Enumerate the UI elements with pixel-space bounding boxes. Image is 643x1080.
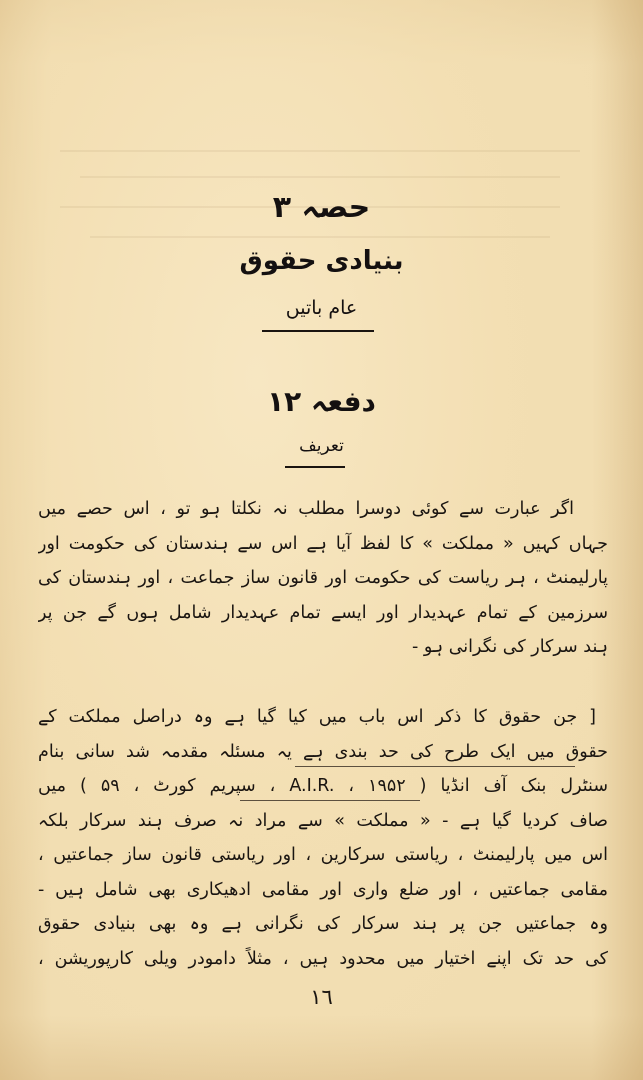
text-line: اس میں پارلیمنٹ ، ریاستی سرکارین ، اور ریاستی قانون ساز جماعتیں ، <box>38 845 608 865</box>
text-line: صاف کردیا گیا ہے - « مملکت » سے مراد نہ صرف ہند سرکار بلکہ <box>38 810 608 831</box>
text-line: ہند سرکار کی نگرانی ہو - <box>411 637 608 657</box>
bleed-through-line <box>80 176 560 178</box>
section-heading: دفعہ ۱۲ <box>267 385 376 418</box>
text-line: اگر عبارت سے کوئی دوسرا مطلب نہ نکلتا ہو تو ، اس حصے میں <box>38 499 574 519</box>
bleed-through-line <box>60 150 580 152</box>
part-heading: حصہ ۳ <box>272 190 371 225</box>
part-title: بنیادی حقوق <box>239 246 404 276</box>
paragraph-definition <box>38 492 608 665</box>
text-line: سرزمین کے تمام عہدیدار اور ایسے تمام عہدیدار شامل ہوں گے جن پر <box>38 602 608 623</box>
text-line: کی حد تک اپنے اختیار میں محدود ہیں ، مثلاً دامودر ویلی کارپوریشن ، <box>38 948 608 969</box>
text-line: مقامی جماعتیں ، اور ضلع واری اور مقامی ادھیکاری بھی شامل ہیں - <box>38 879 608 900</box>
page-number: ۱٦ <box>310 985 333 1009</box>
subtitle: عام باتیں <box>285 297 358 319</box>
paragraph-commentary <box>38 700 608 976</box>
text-line: [ جن حقوق کا ذکر اس باب میں کیا گیا ہے وہ دراصل مملکت کے <box>38 707 596 727</box>
definition-underline <box>285 466 345 468</box>
bleed-through-line <box>90 236 550 238</box>
text-line: پارلیمنٹ ، ہر ریاست کی حکومت اور قانون ساز جماعت ، اور ہندستان کی <box>38 568 608 588</box>
text-line: وہ جماعتیں جن پر ہند سرکار کی نگرانی ہے وہ بھی بنیادی حقوق <box>38 914 608 934</box>
handwritten-underline <box>295 766 575 767</box>
text-line: حقوق میں ایک طرح کی حد بندی ہے یہ مسئلہ مقدمہ شد سانی بنام <box>38 741 608 762</box>
handwritten-underline <box>240 800 420 801</box>
text-line: سنٹرل بنک آف انڈیا ( A.I.R. ، ۱۹۵۲ ، سپریم کورٹ ، ۵۹ ) میں <box>38 776 608 796</box>
definition-heading: تعریف <box>299 436 344 456</box>
text-line: جہاں کہیں « مملکت » کا لفظ آیا ہے اس سے ہندستان کی حکومت اور <box>38 533 608 554</box>
subtitle-underline <box>262 330 374 332</box>
